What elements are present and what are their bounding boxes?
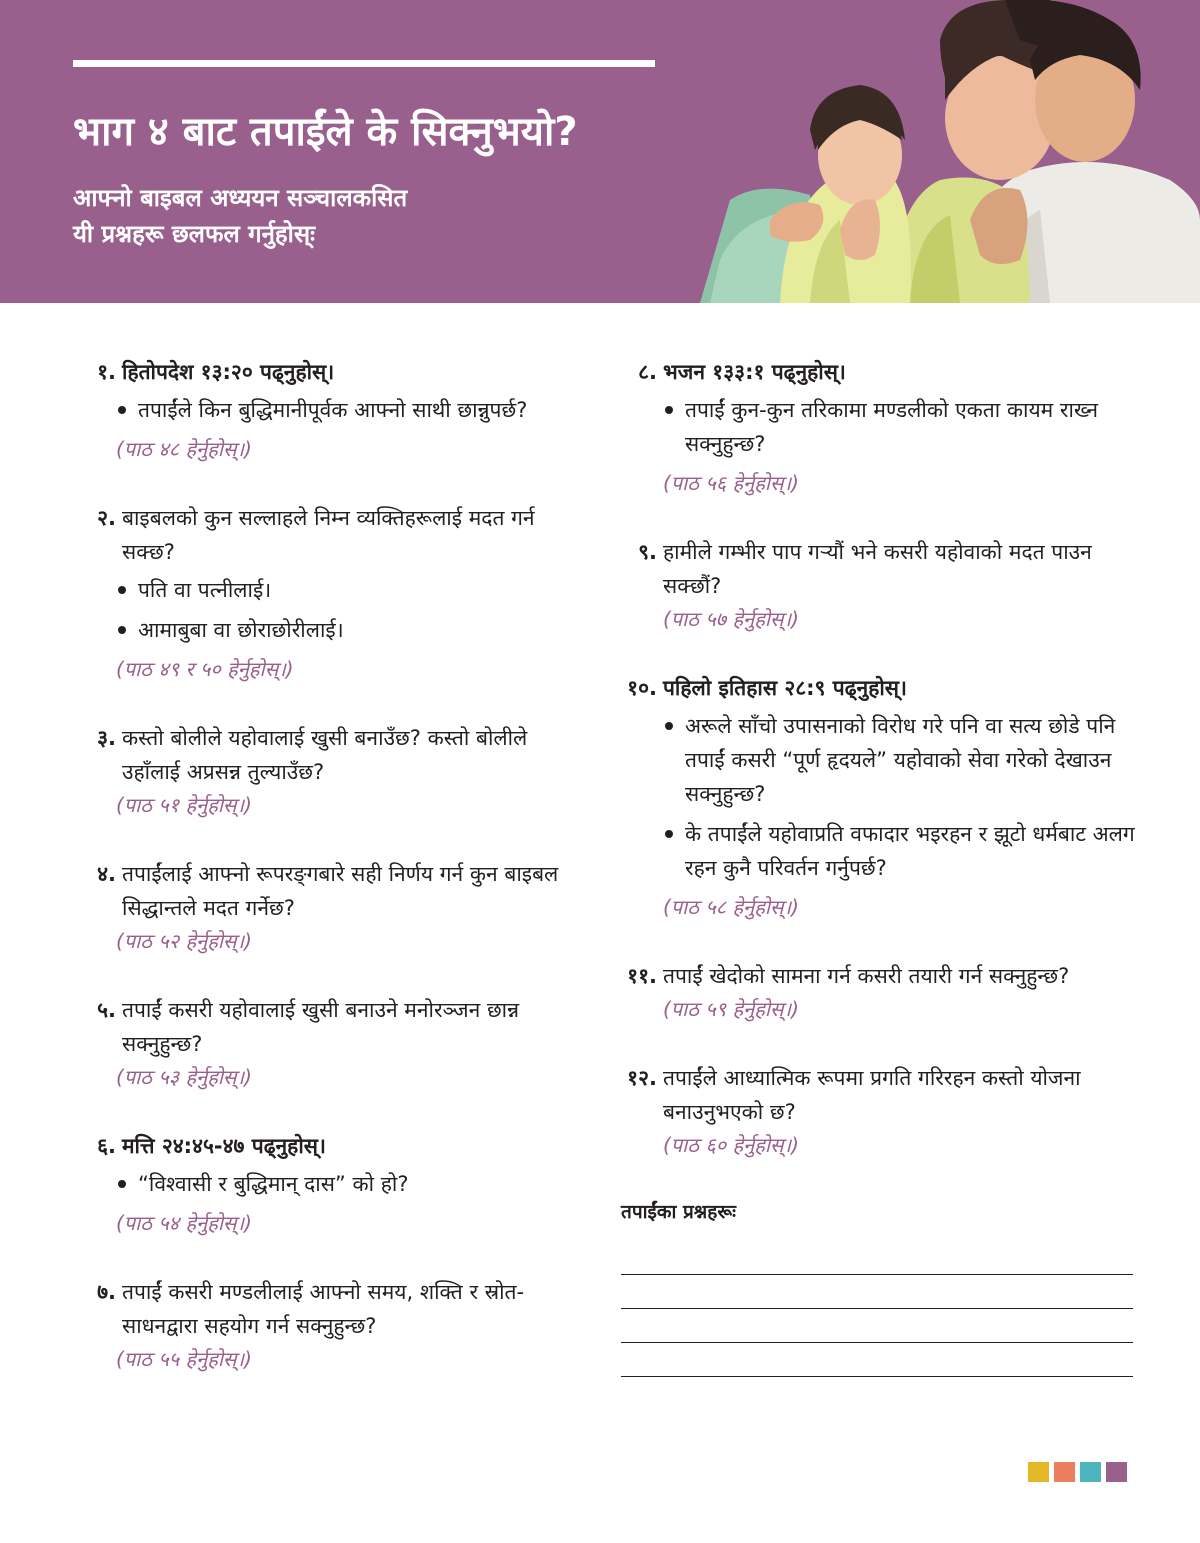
subtitle-line-1: आफ्नो बाइबल अध्ययन सञ्चालकसित xyxy=(73,184,408,212)
question-text: तपाईंले आध्यात्मिक रूपमा प्रगति गरिरहन कस्तो योजना बनाउनुभएको छ? xyxy=(663,1066,1081,1124)
swatch-orange xyxy=(1054,1462,1075,1482)
question-number: ३. xyxy=(97,726,116,750)
header-divider xyxy=(73,60,655,67)
question-text: बाइबलको कुन सल्लाहले निम्न व्यक्तिहरूलाई मदत गर्न सक्छ? xyxy=(122,506,535,564)
question-12 xyxy=(615,1061,1140,1161)
question-text: भजन १३३:१ पढ्नुहोस्‌। xyxy=(663,360,846,384)
question-1 xyxy=(80,355,580,465)
question-number: ११. xyxy=(627,964,657,988)
question-bullet: तपाईंले किन बुद्धिमानीपूर्वक आफ्नो साथी छान्नुपर्छ? xyxy=(116,393,580,427)
color-swatches xyxy=(1028,1462,1127,1482)
question-10 xyxy=(615,671,1140,923)
question-bullet: तपाईं कुन-कुन तरिकामा मण्डलीको एकता कायम राख्न सक्नुहुन्छ? xyxy=(663,393,1140,461)
question-4 xyxy=(80,857,580,957)
lesson-reference: (पाठ ५२ हेर्नुहोस्‌।) xyxy=(116,929,252,953)
question-text: हितोपदेश १३:२० पढ्नुहोस्‌। xyxy=(122,360,335,384)
header-banner xyxy=(0,0,1200,303)
subtitle-line-2: यी प्रश्नहरू छलफल गर्नुहोस्‌ः xyxy=(73,220,315,248)
question-text: मत्ति २४:४५-४७ पढ्नुहोस्‌। xyxy=(122,1134,326,1158)
question-text: तपाईं कसरी यहोवालाई खुसी बनाउने मनोरञ्जन छान्न सक्नुहुन्छ? xyxy=(122,998,520,1056)
question-number: ५. xyxy=(97,998,116,1022)
answer-line[interactable] xyxy=(621,1343,1133,1377)
lesson-reference: (पाठ ५३ हेर्नुहोस्‌।) xyxy=(116,1065,252,1089)
answer-line[interactable] xyxy=(621,1241,1133,1275)
question-text: कस्तो बोलीले यहोवालाई खुसी बनाउँछ? कस्तो बोलीले उहाँलाई अप्रसन्न तुल्याउँछ? xyxy=(122,726,528,784)
page-subtitle xyxy=(73,180,407,252)
question-bullet: “विश्वासी र बुद्धिमान्‌ दास” को हो? xyxy=(116,1167,580,1201)
lesson-reference: (पाठ ५७ हेर्नुहोस्‌।) xyxy=(663,607,799,631)
question-number: २. xyxy=(97,506,116,530)
question-number: ४. xyxy=(97,862,116,886)
lesson-reference: (पाठ ५१ हेर्नुहोस्‌।) xyxy=(116,793,252,817)
question-text: तपाईं कसरी मण्डलीलाई आफ्नो समय, शक्ति र स्रोत-साधनद्वारा सहयोग गर्न सक्नुहुन्छ? xyxy=(122,1280,525,1338)
question-number: ९. xyxy=(638,540,657,564)
lesson-reference: (पाठ ५८ हेर्नुहोस्‌।) xyxy=(663,895,799,919)
question-text: तपाईंलाई आफ्नो रूपरङ्‌गबारे सही निर्णय गर्न कुन बाइबल सिद्धान्तले मदत गर्नेछ? xyxy=(122,862,559,920)
question-bullet: पति वा पत्नीलाई। xyxy=(116,573,580,607)
question-number: ६. xyxy=(97,1134,116,1158)
swatch-purple xyxy=(1106,1462,1127,1482)
question-6 xyxy=(80,1129,580,1239)
lesson-reference: (पाठ ५५ हेर्नुहोस्‌।) xyxy=(116,1347,252,1371)
page-title: भाग ४ बाट तपाईंले के सिक्नुभयो? xyxy=(73,109,578,155)
question-7 xyxy=(80,1275,580,1375)
question-bullet: अरूले साँचो उपासनाको विरोध गरे पनि वा सत्य छोडे पनि तपाईं कसरी “पूर्ण हृदयले” यहोवाको सेवा गरेको देखाउन सक्नुहुन्छ? xyxy=(663,709,1140,811)
questions-right-column xyxy=(615,355,1140,1377)
question-bullet: आमाबुबा वा छोराछोरीलाई। xyxy=(116,613,580,647)
question-number: १०. xyxy=(627,676,657,700)
question-bullet: के तपाईंले यहोवाप्रति वफादार भइरहन र झूटो धर्मबाट अलग रहन कुनै परिवर्तन गर्नुपर्छ? xyxy=(663,817,1140,885)
lesson-reference: (पाठ ५९ हेर्नुहोस्‌।) xyxy=(663,997,799,1021)
question-number: १२. xyxy=(627,1066,657,1090)
question-9 xyxy=(615,535,1140,635)
family-praying-illustration xyxy=(700,0,1200,303)
question-number: १. xyxy=(97,360,116,384)
swatch-yellow xyxy=(1028,1462,1049,1482)
question-5 xyxy=(80,993,580,1093)
swatch-teal xyxy=(1080,1462,1101,1482)
answer-line[interactable] xyxy=(621,1309,1133,1343)
question-text: पहिलो इतिहास २८:९ पढ्नुहोस्‌। xyxy=(663,676,907,700)
answer-line[interactable] xyxy=(621,1275,1133,1309)
question-number: ७. xyxy=(97,1280,116,1304)
your-questions-section xyxy=(615,1197,1140,1377)
question-text: तपाईं खेदोको सामना गर्न कसरी तयारी गर्न सक्नुहुन्छ? xyxy=(663,964,1070,988)
question-number: ८. xyxy=(638,360,657,384)
question-8 xyxy=(615,355,1140,499)
question-11 xyxy=(615,959,1140,1025)
question-2 xyxy=(80,501,580,685)
lesson-reference: (पाठ ६० हेर्नुहोस्‌।) xyxy=(663,1133,799,1157)
question-text: हामीले गम्भीर पाप गऱ्यौं भने कसरी यहोवाको मदत पाउन सक्छौं? xyxy=(663,540,1092,598)
lesson-reference: (पाठ ५६ हेर्नुहोस्‌।) xyxy=(663,471,799,495)
questions-left-column xyxy=(80,355,580,1411)
lesson-reference: (पाठ ५४ हेर्नुहोस्‌।) xyxy=(116,1211,252,1235)
lesson-reference: (पाठ ४८ हेर्नुहोस्‌।) xyxy=(116,437,252,461)
question-3 xyxy=(80,721,580,821)
lesson-reference: (पाठ ४९ र ५० हेर्नुहोस्‌।) xyxy=(116,657,294,681)
your-questions-title: तपाईंका प्रश्नहरूः xyxy=(621,1201,736,1223)
